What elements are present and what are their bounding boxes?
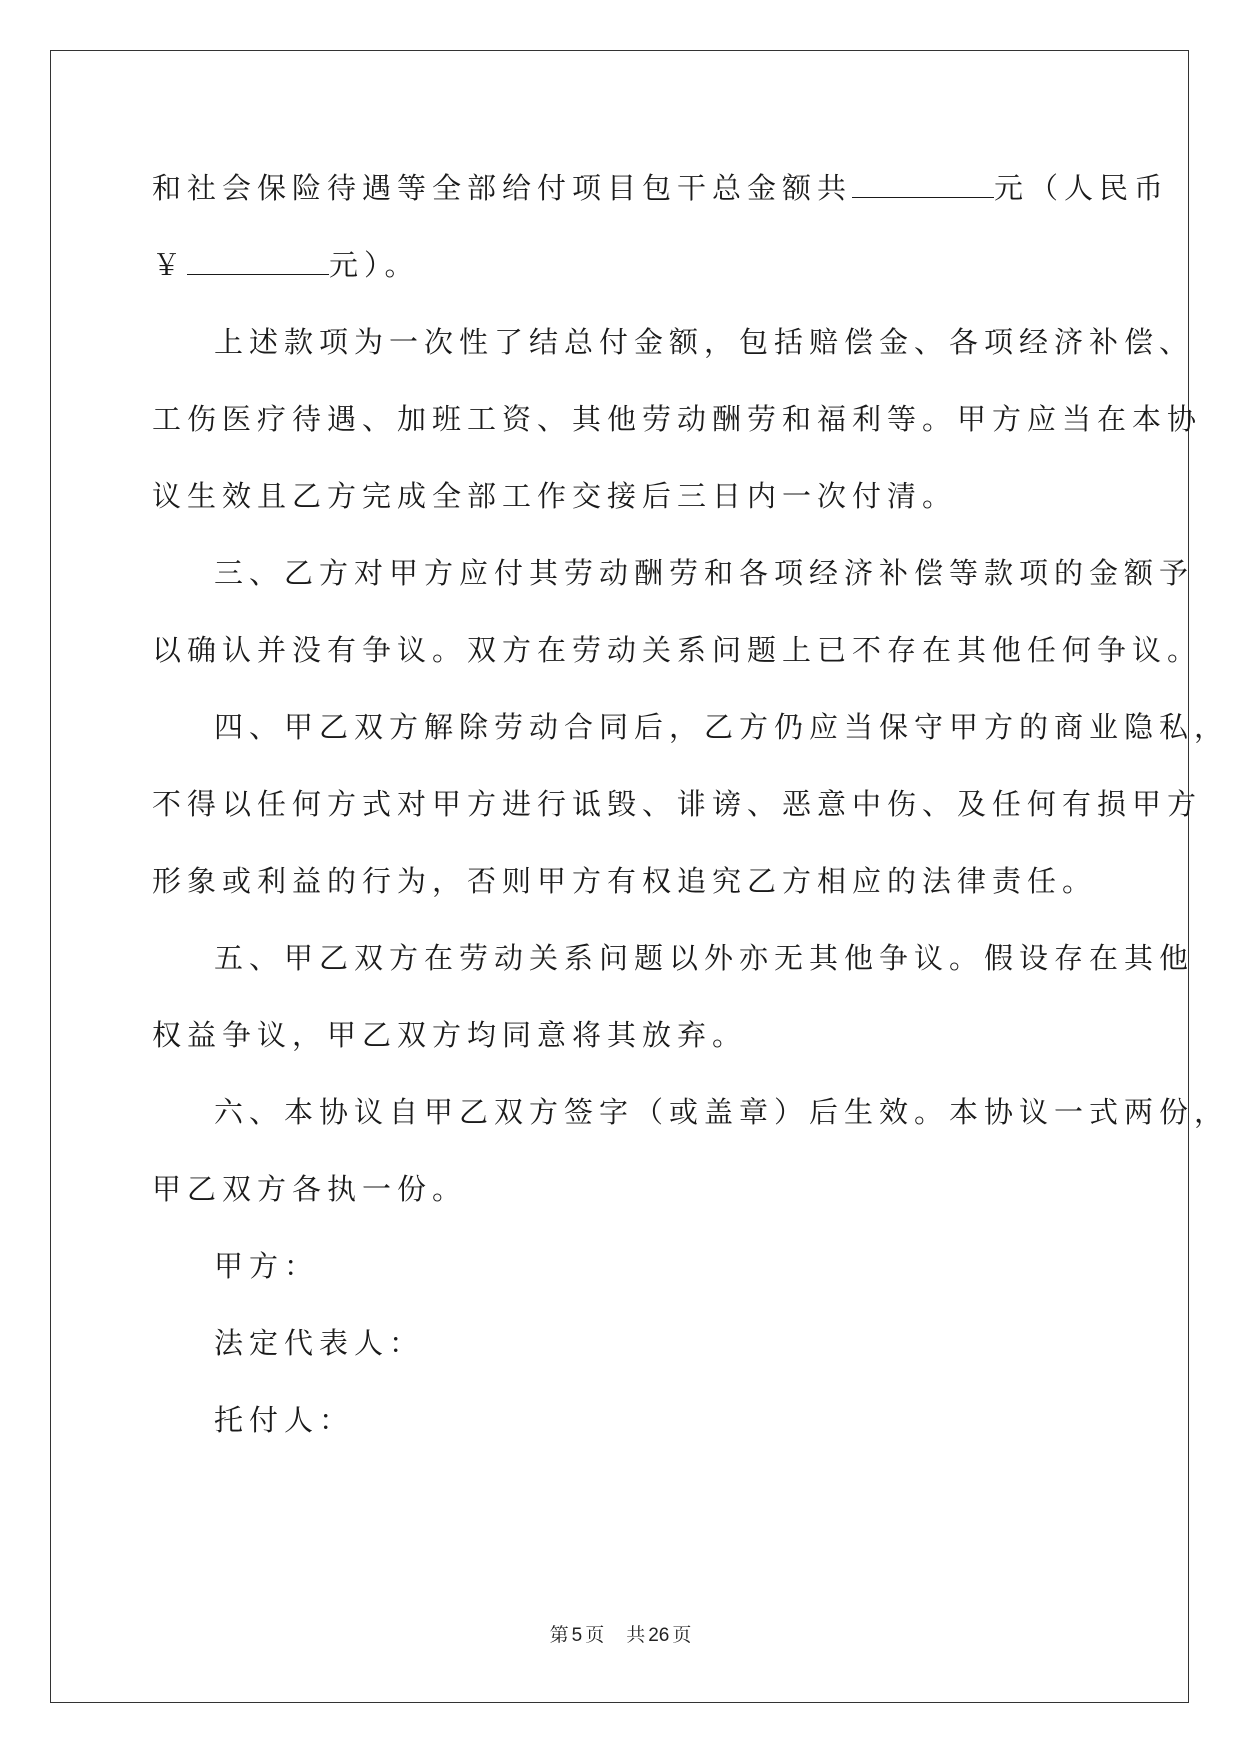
- footer-text: 第: [549, 1625, 569, 1646]
- text-segment: 和社会保险待遇等全部给付项目包干总金额共: [152, 171, 853, 205]
- paragraph-line: 不得以任何方式对甲方进行诋毁、诽谤、恶意中伤、及任何有损甲方: [152, 787, 1203, 821]
- rmb-blank: [187, 252, 329, 275]
- currency-symbol: ￥: [152, 248, 188, 282]
- signature-party-a: 甲方：: [214, 1249, 320, 1283]
- text-line-amount: [152, 168, 1170, 208]
- text-line-rmb: [152, 245, 1112, 285]
- paragraph-line: 五、甲乙双方在劳动关系问题以外亦无其他争议。假设存在其他: [214, 941, 1195, 975]
- paragraph-line: 三、乙方对甲方应付其劳动酬劳和各项经济补偿等款项的金额予: [214, 556, 1195, 590]
- footer-text: 共: [626, 1625, 646, 1646]
- text-segment: 元）。: [329, 248, 420, 282]
- footer-text: 页: [672, 1625, 692, 1646]
- page-number: 5: [571, 1625, 583, 1646]
- amount-blank: [852, 175, 994, 198]
- paragraph-line: 甲乙双方各执一份。: [152, 1172, 468, 1206]
- paragraph-line: 议生效且乙方完成全部工作交接后三日内一次付清。: [152, 479, 958, 513]
- paragraph-line: 上述款项为一次性了结总付金额，包括赔偿金、各项经济补偿、: [214, 325, 1195, 359]
- text-segment: 元（人民币: [994, 171, 1170, 205]
- total-pages: 26: [648, 1625, 670, 1646]
- paragraph-line: 六、本协议自甲乙双方签字（或盖章）后生效。本协议一式两份，: [214, 1095, 1230, 1129]
- paragraph-line: 权益争议，甲乙双方均同意将其放弃。: [152, 1018, 748, 1052]
- signature-legal-representative: 法定代表人：: [214, 1326, 425, 1360]
- paragraph-line: 形象或利益的行为，否则甲方有权追究乙方相应的法律责任。: [152, 864, 1098, 898]
- page-footer: [0, 1620, 1241, 1647]
- footer-text: 页: [585, 1625, 605, 1646]
- paragraph-line: 工伤医疗待遇、加班工资、其他劳动酬劳和福利等。甲方应当在本协: [152, 402, 1203, 436]
- paragraph-line: 四、甲乙双方解除劳动合同后，乙方仍应当保守甲方的商业隐私，: [214, 710, 1230, 744]
- signature-entrusted-agent: 托付人：: [214, 1403, 355, 1437]
- paragraph-line: 以确认并没有争议。双方在劳动关系问题上已不存在其他任何争议。: [152, 633, 1203, 667]
